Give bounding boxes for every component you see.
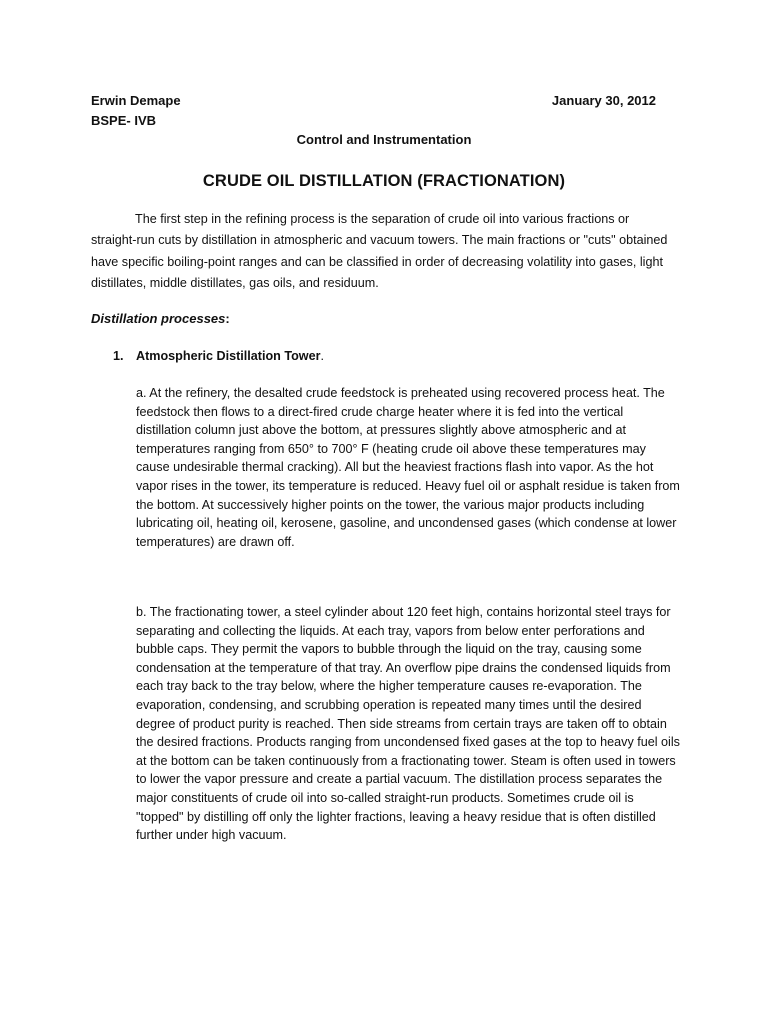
document-title: CRUDE OIL DISTILLATION (FRACTIONATION) [202,172,566,190]
subject-heading: Control and Instrumentation [296,132,472,147]
list-number: 1. [113,349,124,363]
document-date: January 30, 2012 [551,93,656,108]
section-heading-text: Distillation processes [91,311,226,326]
paragraph-b: b. The fractionating tower, a steel cylinder about 120 feet high, contains horizontal steel trays for separating and collecting the liquids. At each tray, vapors from below enter perforations and bubble caps. They permit the vapors to bubble through the liquid on the tray, causing some condensation at the temperature of that tray. An overflow pipe drains the condensed liquids from each tray back to the tray below, where the higher temperature causes re-evaporation. The evaporation, condensing, and scrubbing operation is repeated many times until the desired degree of product purity is reached. Then side streams from certain trays are taken off to obtain the desired fractions. Products ranging from uncondensed fixed gases at the top to heavy fuel oils at the bottom can be taken continuously from a fractionating tower. Steam is often used in towers to lower the vapor pressure and create a partial vacuum. The distillation process separates the major constituents of crude oil into so-called straight-run products. Sometimes crude oil is "topped" by distilling off only the lighter fractions, leaving a heavy residue that is often distilled further under high vacuum. [136,605,680,843]
list-item-heading [136,349,324,363]
section-heading [91,311,230,326]
intro-paragraph: The first step in the refining process is the separation of crude oil into various fractions or straight-run cuts by distillation in atmospheric and vacuum towers. The main fractions or "cuts" obtained have specific boiling-point ranges and can be classified in order of decreasing volatility into gases, light distillates, middle distillates, gas oils, and residuum. [91,212,668,290]
paragraph-a: a. At the refinery, the desalted crude feedstock is preheated using recovered process heat. The feedstock then flows to a direct-fired crude charge heater where it is fed into the vertical distillation column just above the bottom, at pressures slightly above atmospheric and at temperatures ranging from 650° to 700° F (heating crude oil above these temperatures may cause undesirable thermal cracking). All but the heaviest fractions flash into vapor. As the hot vapor rises in the tower, its temperature is reduced. Heavy fuel oil or asphalt residue is taken from the bottom. At successively higher points on the tower, the various major products including lubricating oil, heating oil, kerosene, gasoline, and uncondensed gases (which condense at lower temperatures) are drawn off. [136,386,680,549]
list-item-label: Atmospheric Distillation Tower [136,349,321,363]
list-item-period: . [320,349,324,363]
course-section: BSPE- IVB [91,113,157,128]
author-name: Erwin Demape [91,93,181,108]
section-heading-colon: : [225,311,230,326]
